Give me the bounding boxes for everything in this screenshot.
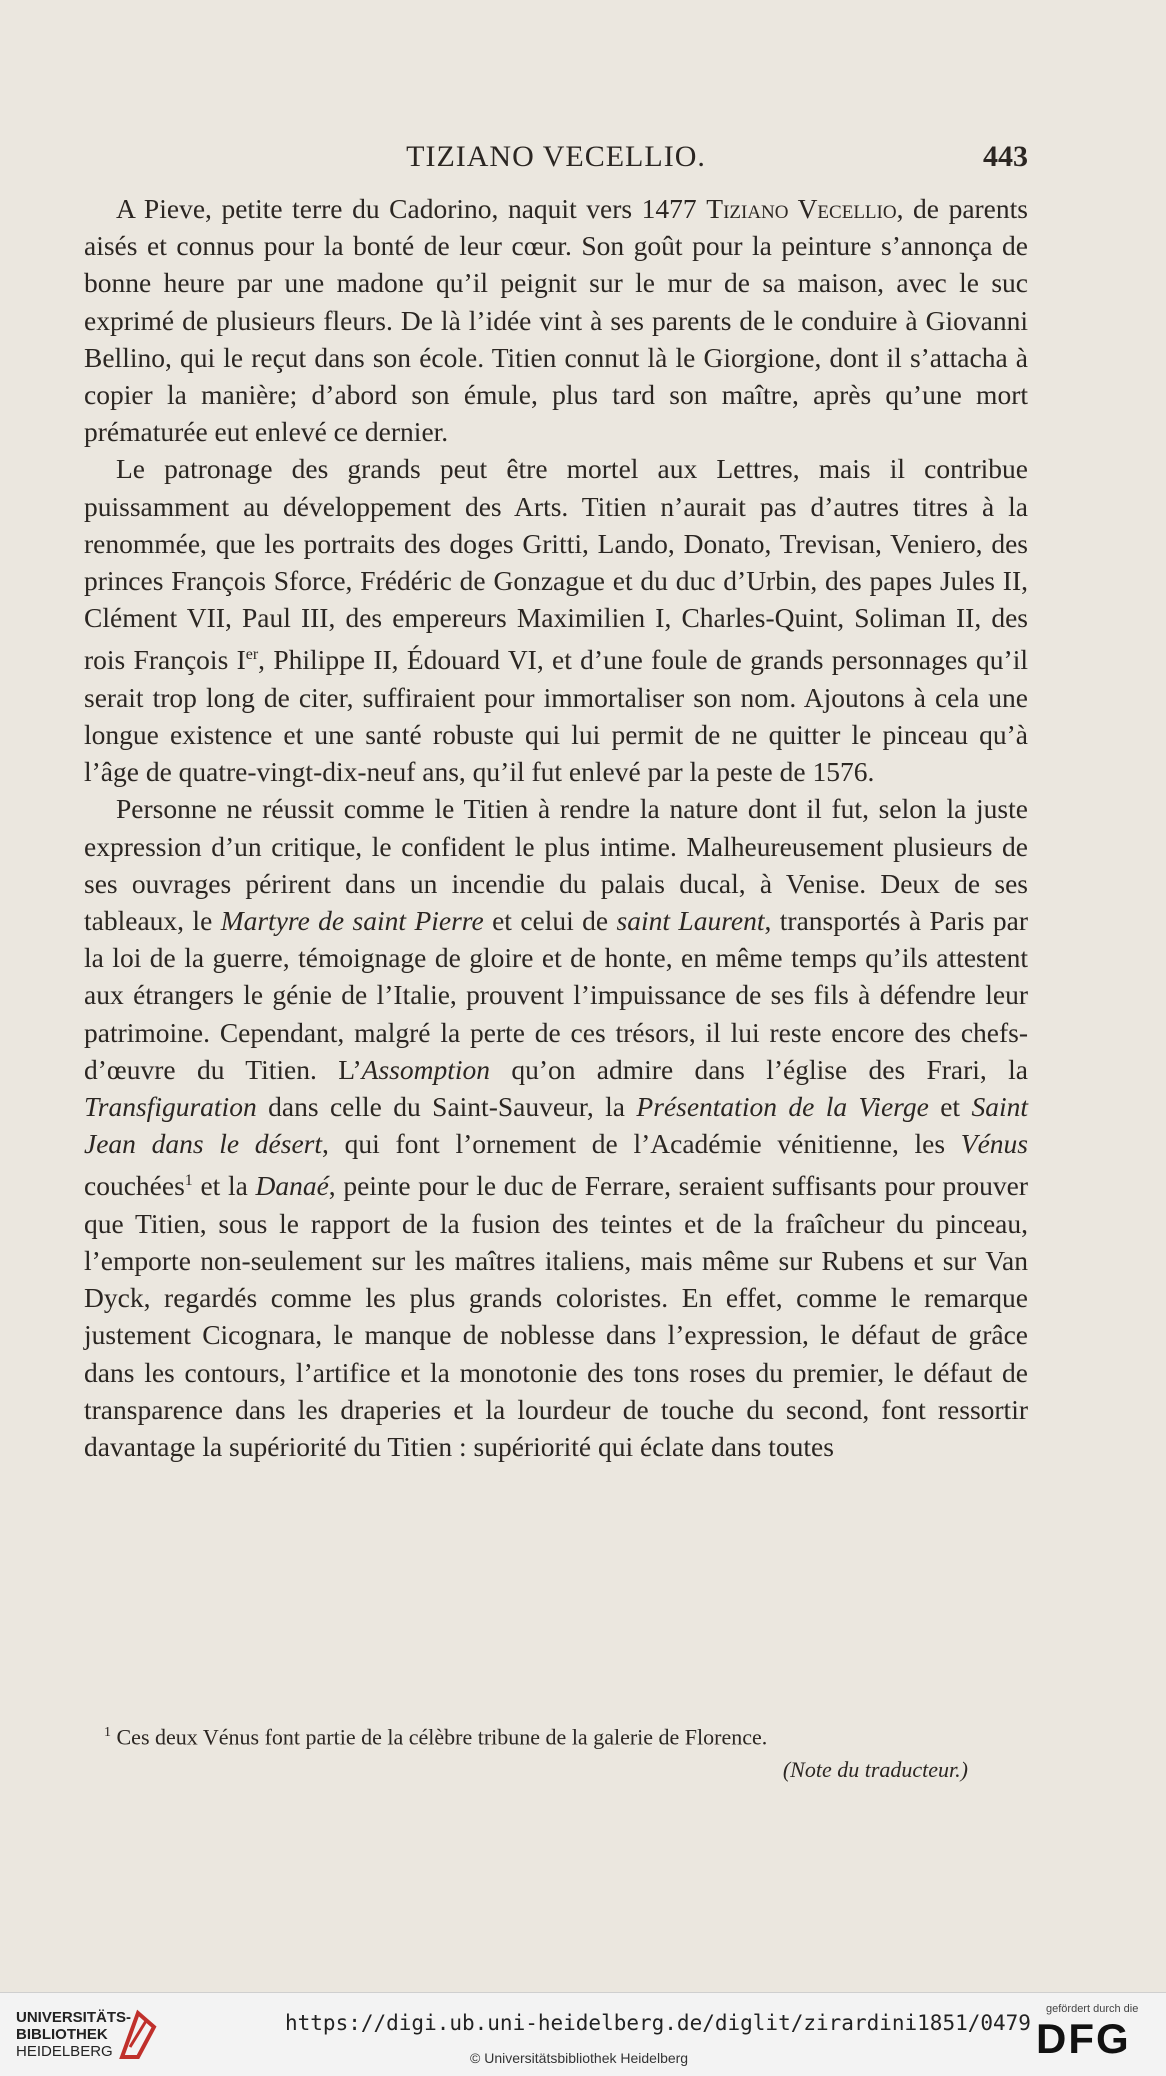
running-title: TIZIANO VECELLIO. (406, 140, 706, 173)
running-header (84, 140, 1028, 180)
superscript-er: er (245, 646, 259, 664)
footnote-text: Ces deux Vénus font partie de la célèbre tribune de la galerie de Florence. (116, 1724, 768, 1750)
paragraph-3: Personne ne réussit comme le Titien à rendre la nature dont il fut, selon la juste expression d’un critique, le confident le plus intime. Malheureusement plusieurs de ses ouvrages périrent dans un incendie du palais ducal, à Venise. Deux de ses tableaux, le Martyre de saint Pierre et celui de saint Laurent, transportés à Paris par la loi de la guerre, témoignage de gloire et de honte, en même temps qu’ils attestent aux étrangers le génie de l’Italie, prouvent l’impuissance de ses fils à défendre leur patrimoine. Cependant, malgré la perte de ces trésors, il lui reste encore des chefs-d’œuvre du Titien. L’Assomption qu’on admire dans l’église des Frari, la Transfiguration dans celle du Saint-Sauveur, la Présentation de la Vierge et Saint Jean dans le désert, qui font l’ornement de l’Académie vénitienne, les Vénus couchées$^1$ et la Danaé, peinte pour le duc de Ferrare, seraient suffisants pour prouver que Titien, sous le rapport de la fusion des teintes et de la fraîcheur du pinceau, l’emporte non-seulement sur les maîtres italiens, mais même sur Rubens et sur Van Dyck, regardés comme les plus grands coloristes. En effet, comme le remarque justement Cicognara, le manque de noblesse dans l’expression, le défaut de grâce dans les contours, l’artifice et la monotonie des tons roses du premier, le défaut de transparence dans les draperies et la lourdeur de touche du second, font ressortir davantage la supériorité du Titien : supériorité qui éclate dans toutes (84, 793, 1029, 1463)
library-emblem-icon (116, 2007, 160, 2063)
page-number: 443 (983, 140, 1028, 173)
work-title: Saint Jean dans le désert (84, 1091, 1029, 1160)
author-name: Tiziano Vecellio (706, 193, 897, 224)
footnote (84, 1716, 1028, 1786)
digitization-footer (0, 1992, 1166, 2076)
work-title: Danaé (255, 1170, 329, 1202)
work-title: Vénus (960, 1128, 1028, 1160)
work-title: Assomption (361, 1053, 490, 1085)
work-title: Martyre de saint Pierre (220, 905, 484, 937)
library-logo[interactable]: UNIVERSITÄTS- BIBLIOTHEK HEIDELBERG (16, 2009, 132, 2060)
footnote-marker: 1 (104, 1725, 111, 1740)
paragraph-1: A Pieve, petite terre du Cadorino, naquit vers 1477 Tiziano Vecellio, de parents aisés et connus pour la bonté de leur cœur. Son goût pour la peinture s’annonça de bonne heure par une madone qu’il peignit sur le mur de sa maison, avec le suc exprimé de plusieurs fleurs. De là l’idée vint à ses parents de le conduire à Giovanni Bellino, qui le reçut dans son école. Titien connut là le Giorgione, dont il s’attacha à copier la manière; d’abord son émule, plus tard son maître, après qu’une mort prématurée eut enlevé ce dernier. (84, 193, 1028, 448)
work-title: saint Laurent (616, 905, 765, 937)
copyright-notice: © Universitätsbibliothek Heidelberg (470, 2050, 689, 2066)
paragraph-2: Le patronage des grands peut être mortel aux Lettres, mais il contribue puissamment au développement des Arts. Titien n’aurait pas d’autres titres à la renommée, que les portraits des doges Gritti, Lando, Donato, Trevisan, Veniero, des princes François Sforce, Frédéric de Gonzague et du duc d’Urbin, des papes Jules II, Clément VII, Paul III, des empereurs Maximilien I, Charles-Quint, Soliman II, des rois François Ier, Philippe II, Édouard VI, et d’une foule de grands personnages qu’il serait trop long de citer, suffiraient pour immortaliser son nom. Ajoutons à cela une longue existence et une santé robuste qui lui permit de ne quitter le pinceau qu’à l’âge de quatre-vingt-dix-neuf ans, qu’il fut enlevé par la peste de 1576. (84, 453, 1028, 788)
footnote-attribution: (Note du traducteur.) (782, 1757, 968, 1783)
body-text (84, 190, 1028, 1465)
work-title: Présentation de la Vierge (636, 1091, 929, 1123)
footnote-ref: 1 (184, 1172, 193, 1190)
work-title: Transfiguration (84, 1091, 257, 1123)
permalink[interactable]: https://digi.ub.uni-heidelberg.de/diglit/zirardini1851/0479 (285, 2011, 1031, 2035)
funding-note: gefördert durch die (1046, 2003, 1139, 2015)
dfg-logo[interactable]: DFG (1036, 2015, 1131, 2062)
